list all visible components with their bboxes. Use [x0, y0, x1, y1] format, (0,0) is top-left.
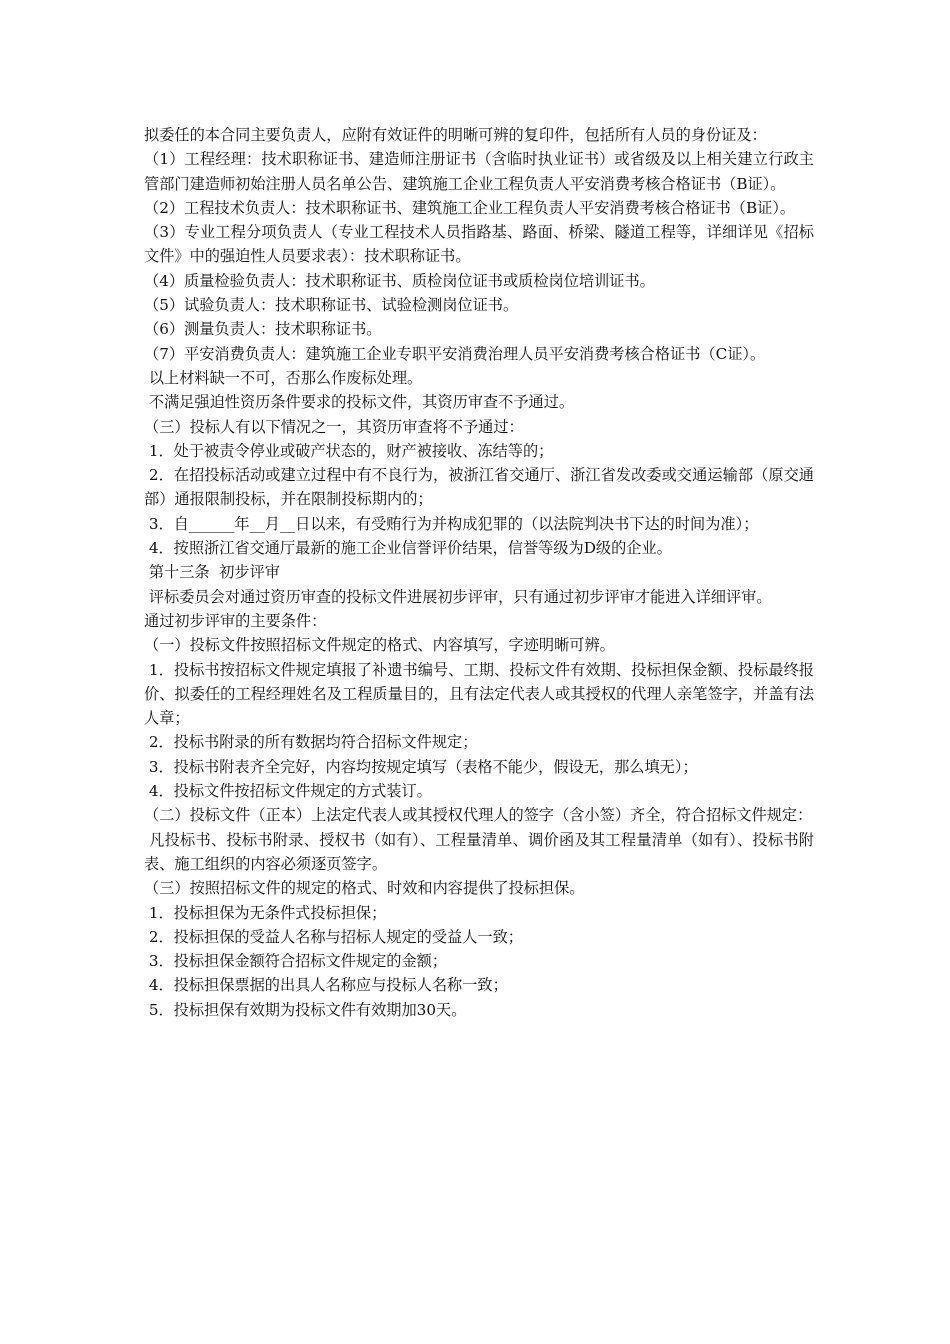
paragraph-item-7: （7）平安消费负责人：建筑施工企业专职平安消费治理人员平安消费考核合格证书（C证）。 [144, 344, 766, 363]
section-heading-guarantee: （三）按照招标文件的规定的格式、时效和内容提供了投标担保。 [144, 879, 585, 898]
paragraph-item-2: （2）工程技术负责人：技术职称证书、建筑施工企业工程负责人平安消费考核合格证书（B证）。 [144, 198, 796, 217]
paragraph-format-3: 3．投标书附表齐全完好，内容均按规定填写（表格不能少，假设无，那么填无）； [144, 757, 698, 776]
paragraph-guarantee-5: 5．投标担保有效期为投标文件有效期加30天。 [144, 1000, 467, 1019]
article-heading-13: 第十三条 初步评审 [144, 563, 280, 582]
paragraph-personnel-intro: 拟委任的本合同主要负责人，应附有效证件的明晰可辨的复印件，包括所有人员的身份证及： [144, 126, 767, 144]
document-body [144, 123, 814, 1022]
paragraph-format-4: 4．投标文件按招标文件规定的方式装订。 [144, 782, 432, 801]
paragraph-item-3: （3）专业工程分项负责人（专业工程技术人员指路基、路面、桥梁、隧道工程等，详细详见《招标文件》中的强迫性人员要求表）：技术职称证书。 [144, 223, 814, 266]
paragraph-disqualify-2: 2．在招投标活动或建立过程中有不良行为，被浙江省交通厅、浙江省发改委或交通运输部（原交通部）通报限制投标，并在限制投标期内的； [144, 466, 814, 509]
paragraph-disqualify-3: 3．自______年__月__日以来，有受贿行为并构成犯罪的（以法院判决书下达的时间为准）； [144, 514, 759, 533]
paragraph-guarantee-4: 4．投标担保票据的出具人名称应与投标人名称一致； [144, 976, 508, 995]
paragraph-guarantee-3: 3．投标担保金额符合招标文件规定的金额； [144, 952, 448, 971]
paragraph-item-5: （5）试验负责人：技术职称证书、试验检测岗位证书。 [144, 296, 519, 315]
paragraph-note-materials: 以上材料缺一不可，否那么作废标处理。 [144, 368, 423, 387]
paragraph-disqualify-4: 4．按照浙江省交通厅最新的施工企业信誉评价结果，信誉等级为D级的企业。 [144, 539, 672, 558]
section-heading-disqualification: （三）投标人有以下情况之一，其资历审查将不予通过： [144, 417, 524, 436]
paragraph-item-6: （6）测量负责人：技术职称证书。 [144, 320, 382, 339]
paragraph-format-2: 2．投标书附录的所有数据均符合招标文件规定； [144, 733, 478, 752]
section-heading-signature: （二）投标文件（正本）上法定代表人或其授权代理人的签字（含小签）齐全，符合招标文件规定： [144, 806, 813, 825]
paragraph-item-4: （4）质量检验负责人：技术职称证书、质检岗位证书或质检岗位培训证书。 [144, 271, 655, 290]
paragraph-disqualify-1: 1．处于被责令停业或破产状态的，财产被接收、冻结等的； [144, 441, 554, 460]
paragraph-item-1: （1）工程经理：技术职称证书、建造师注册证书（含临时执业证书）或省级及以上相关建立行政主管部门建造师初始注册人员名单公告、建筑施工企业工程负责人平安消费考核合格证书（B证）。 [144, 150, 814, 193]
paragraph-signature-rule: 凡投标书、投标书附录、授权书（如有）、工程量清单、调价函及其工程量清单（如有）、投标书附表、施工组织的内容必须逐页签字。 [144, 830, 814, 873]
paragraph-review-intro: 评标委员会对通过资历审查的投标文件进展初步评审，只有通过初步评审才能进入详细评审。 [144, 587, 772, 606]
paragraph-guarantee-1: 1．投标担保为无条件式投标担保； [144, 903, 387, 922]
section-heading-format: （一）投标文件按照招标文件规定的格式、内容填写，字迹明晰可辨。 [144, 636, 615, 655]
paragraph-guarantee-2: 2．投标担保的受益人名称与招标人规定的受益人一致； [144, 927, 523, 946]
paragraph-main-conditions: 通过初步评审的主要条件： [144, 611, 327, 630]
paragraph-note-qualification: 不满足强迫性资历条件要求的投标文件，其资历审查不予通过。 [144, 393, 575, 412]
paragraph-format-1: 1．投标书按招标文件规定填报了补遗书编号、工期、投标文件有效期、投标担保金额、投标最终报价、拟委任的工程经理姓名及工程质量目的，且有法定代表人或其授权的代理人亲笔签字，并盖有法人章； [144, 660, 814, 728]
